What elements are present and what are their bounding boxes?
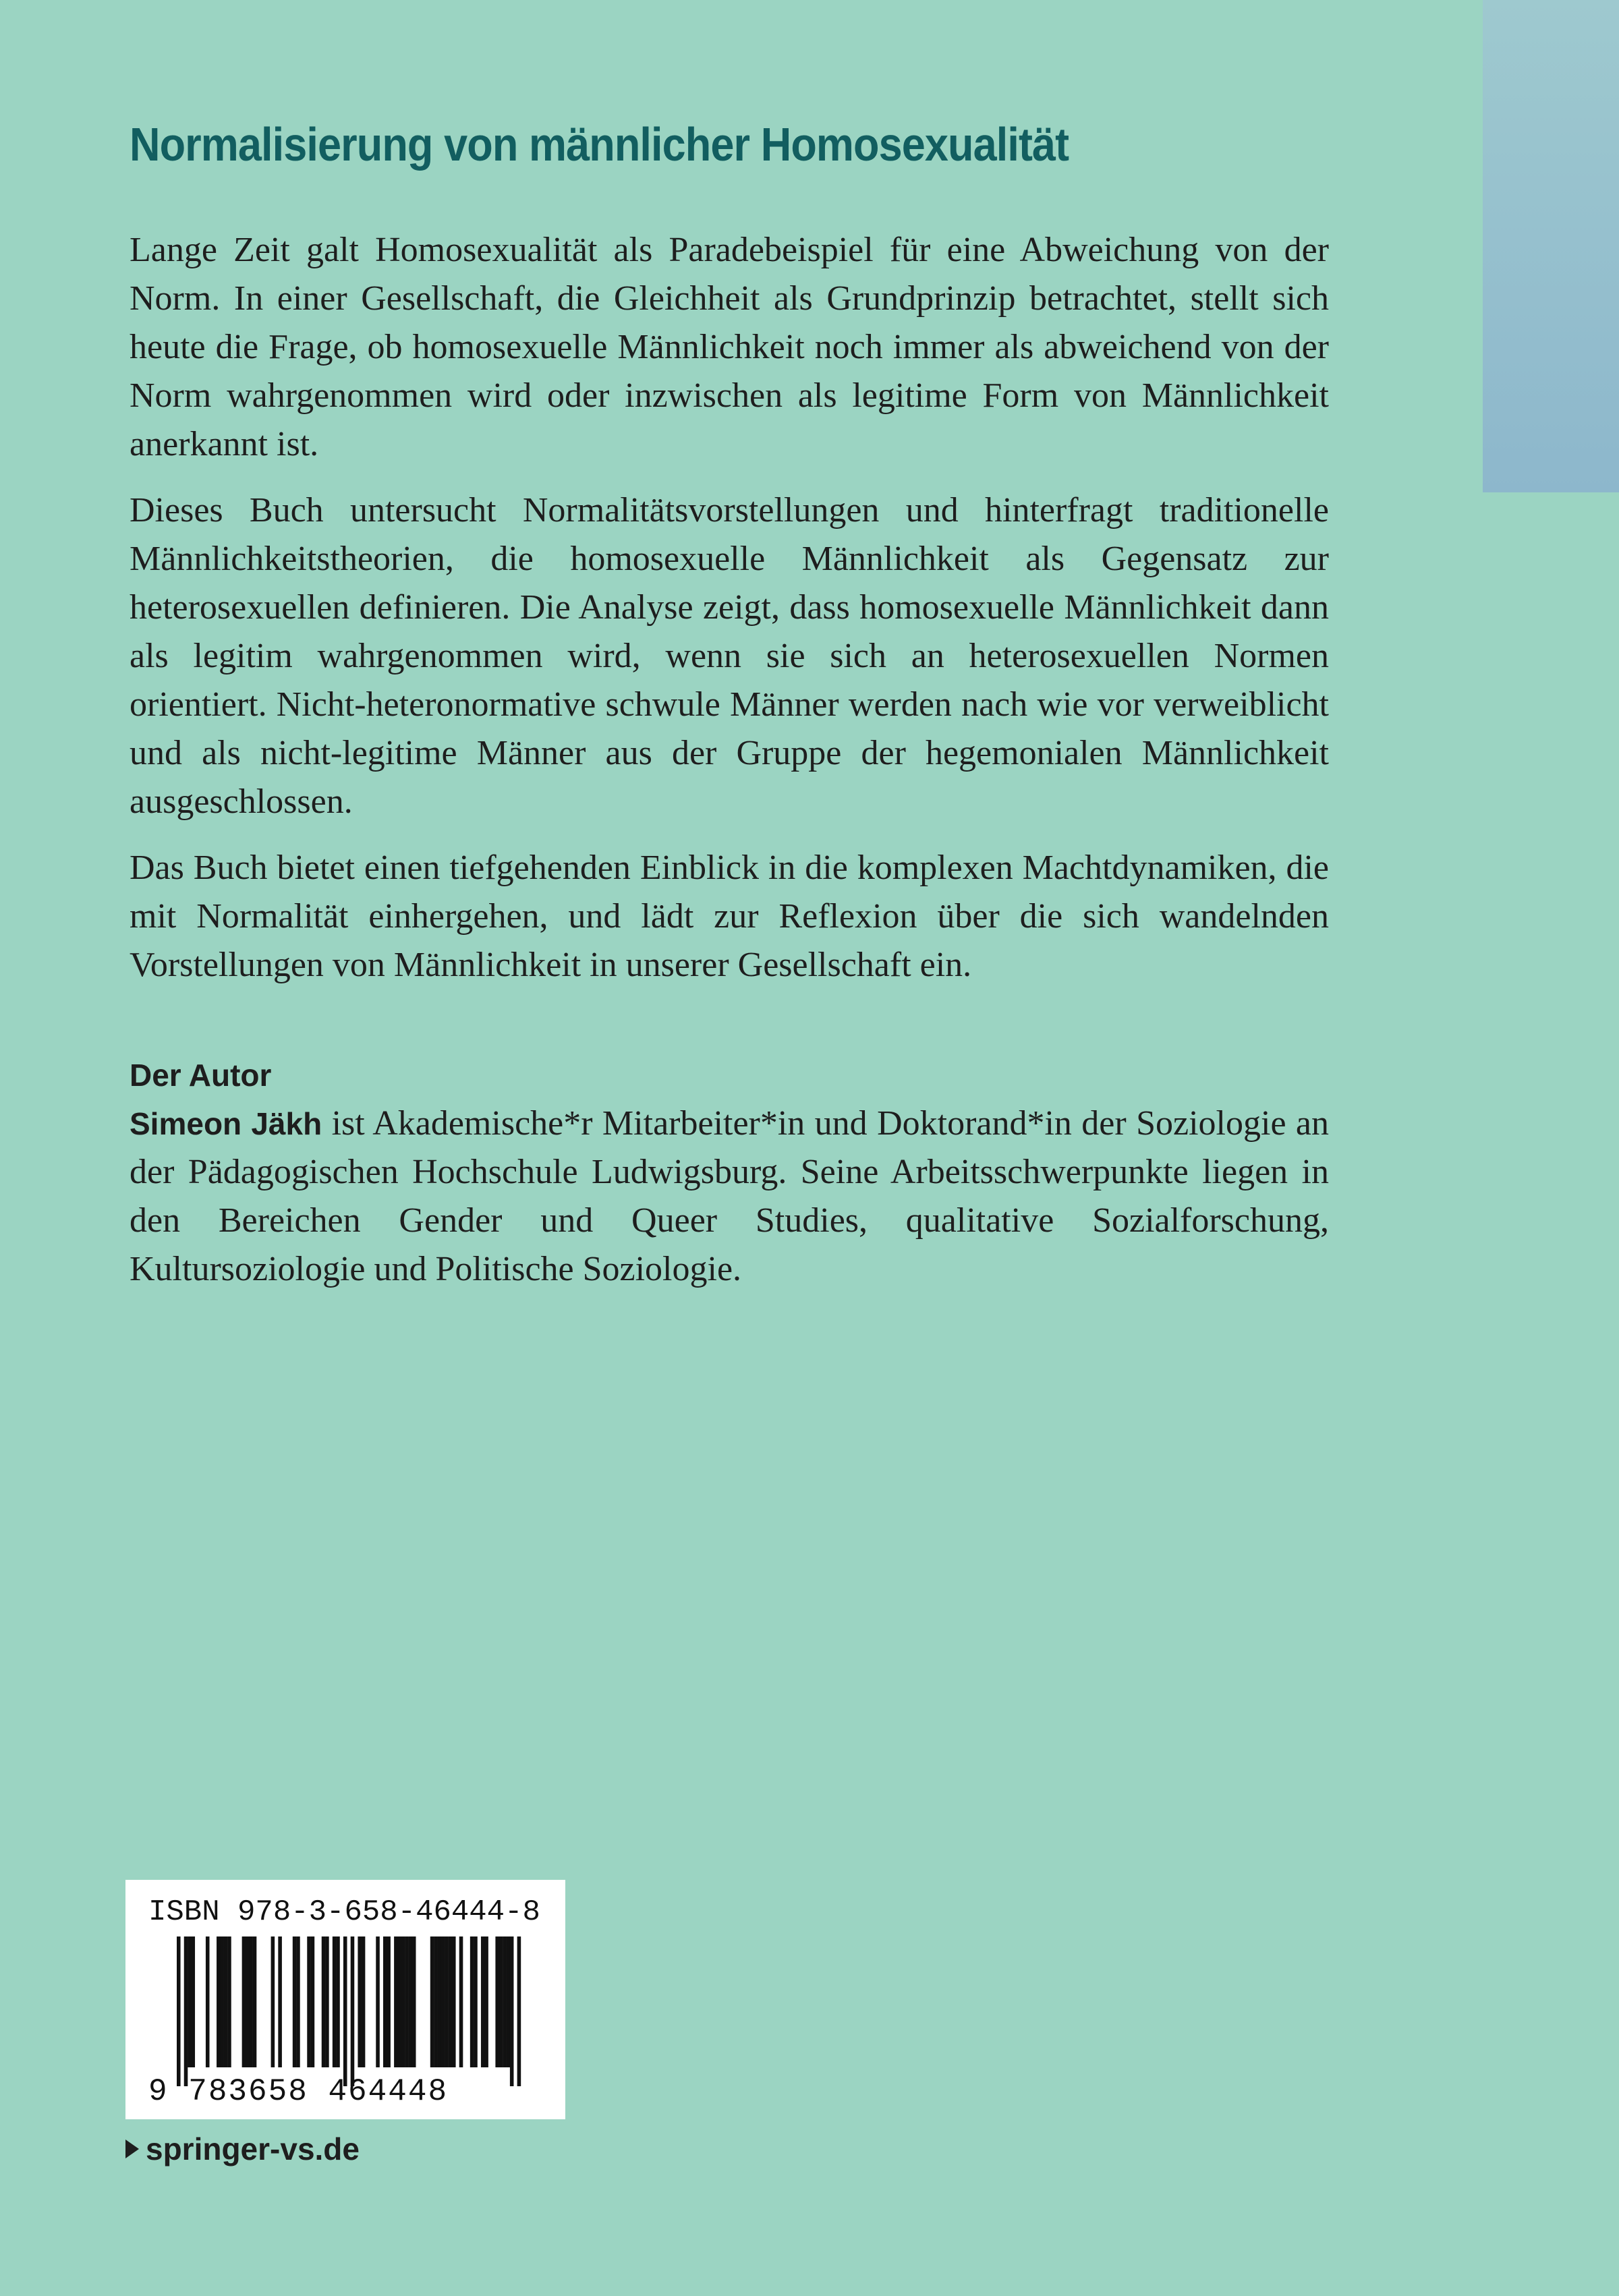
barcode-bar: [191, 1936, 195, 2067]
barcode-bar: [449, 1936, 453, 2067]
barcode-bar: [387, 1936, 391, 2067]
barcode-bar: [481, 1936, 485, 2067]
barcode-bar: [470, 1936, 474, 2067]
barcode-bar: [441, 1936, 445, 2067]
barcode-bar: [507, 1936, 511, 2067]
barcode-bar: [307, 1936, 311, 2067]
barcode-bar: [362, 1936, 366, 2067]
barcode-bar: [249, 1936, 253, 2067]
barcode-bar: [184, 1936, 188, 2086]
barcode-bar: [333, 1936, 337, 2067]
barcode-bar: [394, 1936, 398, 2067]
barcode-bar: [495, 1936, 499, 2067]
side-color-tab: [1483, 0, 1619, 492]
barcode-bar: [336, 1936, 340, 2067]
barcode-bar: [253, 1936, 257, 2067]
barcode-bar: [445, 1936, 449, 2067]
barcode-bar: [434, 1936, 438, 2067]
arrow-right-icon: [125, 2140, 139, 2158]
barcode-bar: [296, 1936, 300, 2067]
barcode-bar: [351, 1936, 355, 2086]
author-bio: [130, 1099, 1329, 1294]
website-label: springer-vs.de: [146, 2131, 360, 2166]
author-bio-text: ist Akademische*r Mitarbeiter*in und Doktorand*in der Soziologie an der Pädagogischen Hochschule Ludwigsburg. Seine Arbeitsschwerpunkte liegen in den Bereichen Gender und Queer Studies, qualitative Sozialforschung, Kultursoziologie und Politische Soziologie.: [130, 1104, 1329, 1288]
barcode-bar: [271, 1936, 275, 2067]
author-heading: Der Autor: [130, 1058, 272, 1093]
barcode-bar: [409, 1936, 413, 2067]
barcode-bar: [358, 1936, 362, 2067]
barcode-bar: [343, 1936, 347, 2086]
book-title: Normalisierung von männlicher Homosexualität: [130, 118, 1069, 171]
barcode-bar: [499, 1936, 503, 2067]
barcode-bar: [484, 1936, 488, 2067]
barcode-bar: [242, 1936, 246, 2067]
barcode-bar: [503, 1936, 507, 2067]
barcode-bar: [322, 1936, 326, 2067]
barcode-bar: [430, 1936, 434, 2067]
barcode-bar: [325, 1936, 329, 2067]
barcode-bar: [220, 1936, 224, 2067]
isbn-label: ISBN 978-3-658-46444-8: [148, 1895, 540, 1929]
blurb-paragraph-1: Lange Zeit galt Homosexualität als Paradebeispiel für eine Abweichung von der Norm. In einer Gesellschaft, die Gleichheit als Grundprinzip betrachtet, stellt sich heute die Frage, ob homosexuelle Männlichkeit noch immer als abweichend von der Norm wahrgenommen wird oder inzwischen als legitime Form von Männlichkeit anerkannt ist.: [130, 231, 1329, 463]
barcode-bar: [206, 1936, 210, 2067]
barcode-bar: [227, 1936, 231, 2067]
barcode-bar: [438, 1936, 442, 2067]
isbn-barcode: [125, 1880, 565, 2119]
barcode-bar: [383, 1936, 387, 2067]
barcode-bar: [246, 1936, 250, 2067]
barcode-bar: [405, 1936, 409, 2067]
blurb-paragraph-3: Das Buch bietet einen tiefgehenden Einblick in die komplexen Machtdynamiken, die mit Normalität einhergehen, und lädt zur Reflexion über die sich wandelnden Vorstellungen von Männlichkeit in unserer Gesellschaft ein.: [130, 849, 1329, 984]
blurb: [130, 226, 1329, 989]
barcode-bar: [224, 1936, 228, 2067]
barcode-bar: [311, 1936, 315, 2067]
barcode-bar: [397, 1936, 401, 2067]
barcode-bar: [452, 1936, 456, 2067]
barcode-bar: [188, 1936, 192, 2067]
barcode-bar: [510, 1936, 514, 2086]
barcode-bar: [177, 1936, 181, 2086]
barcode-bar: [217, 1936, 221, 2067]
barcode-bar: [517, 1936, 521, 2086]
publisher-website[interactable]: [125, 2129, 360, 2169]
barcode-bar: [401, 1936, 405, 2067]
barcode-bar: [376, 1936, 380, 2067]
barcode-digits: 9 783658 464448: [148, 2074, 449, 2109]
author-name: Simeon Jäkh: [130, 1106, 322, 1141]
barcode-bar: [278, 1936, 282, 2067]
barcode-bar: [474, 1936, 478, 2067]
blurb-paragraph-2: Dieses Buch untersucht Normalitätsvorstellungen und hinterfragt traditionelle Männlichkeitstheorien, die homosexuelle Männlichkeit als Gegensatz zur heterosexuellen definieren. Die Analyse zeigt, dass homosexuelle Männlichkeit dann als legitim wahrgenommen wird, wenn sie sich an heterosexuellen Normen orientiert. Nicht-heteronormative schwule Männer werden nach wie vor verweiblicht und als nicht-legitime Männer aus der Gruppe der hegemonialen Männlichkeit ausgeschlossen.: [130, 491, 1329, 821]
barcode-bar: [293, 1936, 297, 2067]
barcode-bar: [412, 1936, 416, 2067]
barcode-bar: [459, 1936, 463, 2067]
